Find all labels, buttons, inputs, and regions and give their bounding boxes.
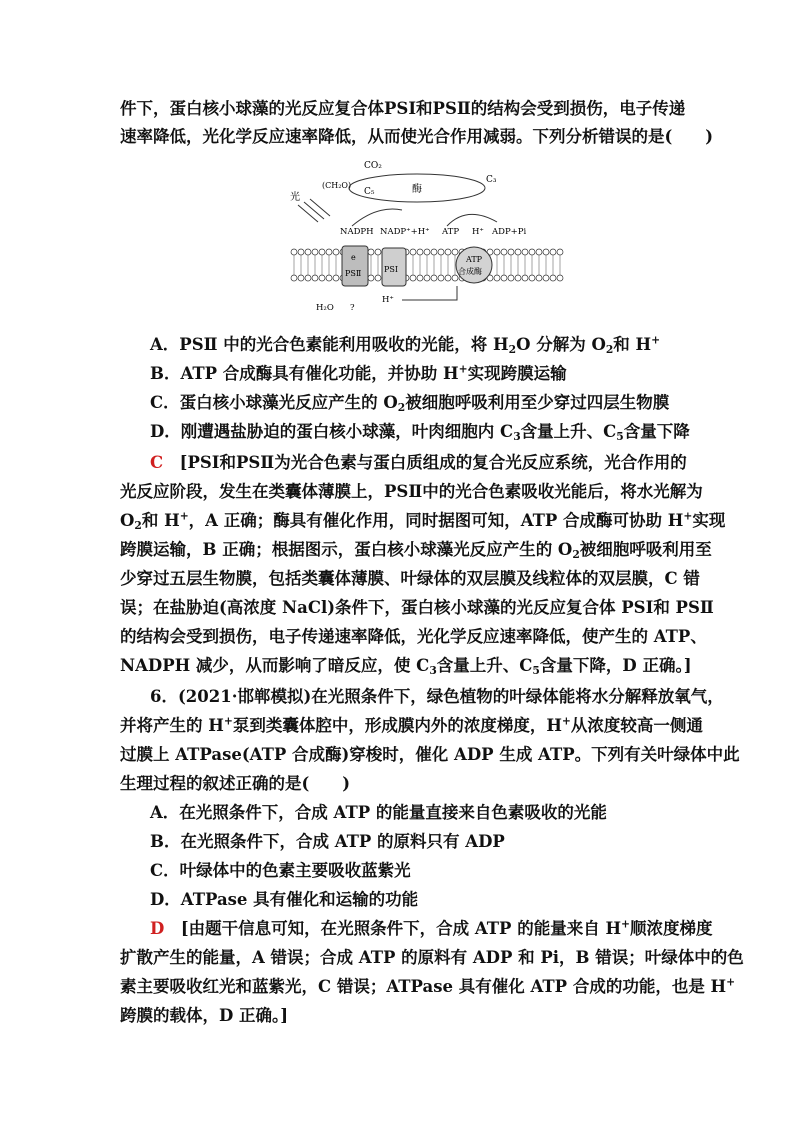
co2-label: CO₂ xyxy=(364,161,382,171)
lipid-head xyxy=(501,249,507,255)
q5-option-a-text-2: O 分解为 O xyxy=(516,335,606,354)
q5-option-c xyxy=(150,392,680,414)
electron-label: e xyxy=(351,253,356,262)
q5-explanation-line-6: 误；在盐胁迫(高浓度 NaCl)条件下，蛋白核小球藻的光反应复合体 PSⅠ和 PSⅡ xyxy=(120,598,714,617)
lipid-head xyxy=(305,249,311,255)
q6-stem-text: 从浓度较高一侧通 xyxy=(570,716,703,735)
q5-stem-line-1: 件下，蛋白核小球藻的光反应复合体PSⅠ和PSⅡ的结构会受到损伤，电子传递 xyxy=(120,99,686,118)
psii-complex xyxy=(342,246,368,286)
lipid-head xyxy=(326,249,332,255)
q5-explanation-text: 含量下降，D 正确。] xyxy=(539,656,692,675)
q6-explanation-line-2: 扩散产生的能量，A 错误；合成 ATP 的原料有 ADP 和 Pi，B 错误；叶绿体中的色 xyxy=(120,948,744,967)
q6-stem-text: 并将产生的 H xyxy=(120,716,224,735)
lipid-head xyxy=(305,275,311,281)
subscript: 3 xyxy=(429,664,437,678)
superscript: + xyxy=(651,333,661,347)
subscript: 3 xyxy=(513,430,521,444)
q6-explanation-line-3 xyxy=(120,975,736,998)
q5-option-b-text: B．ATP 合成酶具有催化功能，并协助 H xyxy=(150,364,459,383)
c3-label: C₃ xyxy=(486,175,497,185)
q6-explanation-text: 顺浓度梯度 xyxy=(630,919,713,938)
q5-explanation-line-2: 光反应阶段，发生在类囊体薄膜上，PSⅡ中的光合色素吸收光能后，将水光解为 xyxy=(120,482,703,501)
lipid-head xyxy=(298,275,304,281)
lipid-head xyxy=(529,249,535,255)
q5-explanation-line-8 xyxy=(120,655,692,678)
lipid-head xyxy=(536,275,542,281)
q6-stem-line-1: 6．(2021·邯郸模拟)在光照条件下，绿色植物的叶绿体能将水分解释放氧气， xyxy=(150,687,724,706)
superscript: + xyxy=(621,917,631,931)
lipid-head xyxy=(529,275,535,281)
q6-stem-line-2 xyxy=(120,714,703,737)
nadp-label: NADP⁺+H⁺ xyxy=(380,227,430,237)
q6-option-c: C．叶绿体中的色素主要吸收蓝紫光 xyxy=(150,861,411,880)
proton-path xyxy=(402,286,457,300)
lipid-head xyxy=(508,249,514,255)
lipid-head xyxy=(368,275,374,281)
subscript: 5 xyxy=(532,664,540,678)
lipid-head xyxy=(543,249,549,255)
lipid-head xyxy=(445,275,451,281)
lipid-head xyxy=(410,275,416,281)
lipid-head xyxy=(438,275,444,281)
lipid-head xyxy=(494,249,500,255)
lipid-head xyxy=(312,275,318,281)
q5-explanation-line-1 xyxy=(150,452,687,474)
superscript: + xyxy=(561,714,571,728)
q5-option-a-text: A．PSⅡ 中的光合色素能利用吸收的光能，将 H xyxy=(150,335,509,354)
q5-explanation-text: 被细胞呼吸利用至 xyxy=(579,540,712,559)
c5-label: C₅ xyxy=(364,187,375,197)
lipid-head xyxy=(375,275,381,281)
q5-option-a xyxy=(150,334,680,356)
lipid-head xyxy=(298,249,304,255)
superscript: + xyxy=(683,509,693,523)
q5-stem-line-2: 速率降低，光化学反应速率降低，从而使光合作用减弱。下列分析错误的是( ) xyxy=(120,127,714,146)
q6-option-a: A．在光照条件下，合成 ATP 的能量直接来自色素吸收的光能 xyxy=(150,803,607,822)
q5-explanation-text: 实现 xyxy=(692,511,726,530)
lipid-head xyxy=(522,275,528,281)
thylakoid-membrane xyxy=(291,249,563,281)
q5-option-b xyxy=(150,363,680,385)
lipid-head xyxy=(291,275,297,281)
q6-answer: D xyxy=(150,919,165,938)
light-label: 光 xyxy=(290,192,300,203)
lipid-head xyxy=(424,275,430,281)
lipid-head xyxy=(417,275,423,281)
q6-option-b: B．在光照条件下，合成 ATP 的原料只有 ADP xyxy=(150,832,505,851)
lipid-head xyxy=(333,275,339,281)
oxygen-symbol: O xyxy=(120,511,135,530)
subscript: 2 xyxy=(572,548,580,562)
q5-explanation-text: ，A 正确；酶具有催化作用，同时据图可知，ATP 合成酶可协助 H xyxy=(188,511,684,530)
q5-option-c-text-2: 被细胞呼吸利用至少穿过四层生物膜 xyxy=(405,393,670,412)
hplus-bottom-label: H⁺ xyxy=(382,295,394,305)
lipid-head xyxy=(501,275,507,281)
q5-explanation-text: NADPH 减少，从而影响了暗反应，使 C xyxy=(120,656,430,675)
photosynthesis-diagram xyxy=(282,150,572,325)
q5-option-d xyxy=(150,421,690,444)
lipid-head xyxy=(333,249,339,255)
ch2o-label: (CH₂O) xyxy=(322,181,352,190)
lipid-head xyxy=(557,249,563,255)
hplus-top-label: H⁺ xyxy=(472,227,484,237)
q5-explanation-line-7: 的结构会受到损伤，电子传递速率降低，光化学反应速率降低，使产生的 ATP、 xyxy=(120,627,707,646)
light-arrow-3 xyxy=(310,199,330,216)
lipid-head xyxy=(326,275,332,281)
nadph-arc xyxy=(352,209,402,226)
lipid-head xyxy=(438,249,444,255)
q5-explanation-text: 含量上升、C xyxy=(436,656,533,675)
lipid-head xyxy=(375,249,381,255)
nadph-label: NADPH xyxy=(340,227,374,237)
q6-explanation-text: [由题干信息可知，在光照条件下，合成 ATP 的能量来自 H xyxy=(180,919,622,938)
q6-stem-text: 泵到类囊体腔中，形成膜内外的浓度梯度，H xyxy=(232,716,562,735)
lipid-head xyxy=(522,249,528,255)
lipid-head xyxy=(319,275,325,281)
light-arrow-1 xyxy=(298,205,318,222)
atp-synthase-label-1: ATP xyxy=(466,255,483,264)
superscript: + xyxy=(179,509,189,523)
lipid-head xyxy=(431,249,437,255)
q6-option-d: D．ATPase 具有催化和运输的功能 xyxy=(150,890,419,909)
q5-explanation-line-5: 少穿过五层生物膜，包括类囊体薄膜、叶绿体的双层膜及线粒体的双层膜，C 错 xyxy=(120,569,700,588)
lipid-head xyxy=(417,249,423,255)
subscript: 2 xyxy=(397,401,406,415)
q5-answer: C xyxy=(150,453,164,472)
lipid-head xyxy=(445,249,451,255)
lipid-head xyxy=(452,249,458,255)
lipid-head xyxy=(319,249,325,255)
lipid-head xyxy=(494,275,500,281)
question-label: ? xyxy=(350,303,355,313)
superscript: + xyxy=(726,975,736,989)
atp-label: ATP xyxy=(442,227,460,237)
q5-option-c-text: C．蛋白核小球藻光反应产生的 O xyxy=(150,393,398,412)
lipid-head xyxy=(557,275,563,281)
lipid-head xyxy=(536,249,542,255)
lipid-head xyxy=(431,275,437,281)
q5-option-d-text-3: 含量下降 xyxy=(623,422,690,441)
superscript: + xyxy=(223,714,233,728)
light-arrow-2 xyxy=(304,202,324,219)
superscript: + xyxy=(458,362,468,376)
q6-stem-line-4: 生理过程的叙述正确的是( ) xyxy=(120,774,351,793)
q5-explanation-line-4 xyxy=(120,539,712,562)
q5-explanation-line-3 xyxy=(120,509,726,533)
lipid-head xyxy=(508,275,514,281)
q6-explanation-text: 素主要吸收红光和蓝紫光，C 错误；ATPase 具有催化 ATP 合成的功能，也是 H xyxy=(120,977,727,996)
h2o-label: H₂O xyxy=(316,303,334,313)
lipid-head xyxy=(312,249,318,255)
lipid-head xyxy=(515,275,521,281)
subscript: 2 xyxy=(605,343,614,357)
q6-explanation-line-1 xyxy=(150,917,713,940)
q5-option-d-text: D．刚遭遇盐胁迫的蛋白核小球藻，叶肉细胞内 C xyxy=(150,422,514,441)
q5-option-d-text-2: 含量上升、C xyxy=(520,422,617,441)
q5-explanation-text: 和 H xyxy=(141,511,180,530)
lipid-head xyxy=(543,275,549,281)
lipid-head xyxy=(410,249,416,255)
q5-explanation-text: 跨膜运输，B 正确；根据图示，蛋白核小球藻光反应产生的 O xyxy=(120,540,573,559)
psi-label: PSⅠ xyxy=(384,265,399,274)
lipid-head xyxy=(550,275,556,281)
q5-option-a-text-3: 和 H xyxy=(613,335,652,354)
lipid-head xyxy=(291,249,297,255)
lipid-head xyxy=(550,249,556,255)
subscript: 2 xyxy=(508,343,517,357)
lipid-head xyxy=(424,249,430,255)
atp-arc xyxy=(447,214,497,226)
q5-option-b-text-2: 实现跨膜运输 xyxy=(467,364,567,383)
lipid-head xyxy=(515,249,521,255)
adp-label: ADP+Pi xyxy=(492,227,527,237)
q5-explanation-text: [PSⅠ和PSⅡ为光合色素与蛋白质组成的复合光反应系统，光合作用的 xyxy=(179,453,687,472)
subscript: 2 xyxy=(134,519,142,533)
atp-synthase-label-2: 合成酶 xyxy=(458,267,482,276)
lipid-head xyxy=(368,249,374,255)
atp-synthase xyxy=(456,247,492,283)
q6-stem-line-3: 过膜上 ATPase(ATP 合成酶)穿梭时，催化 ADP 生成 ATP。下列有关叶绿体中此 xyxy=(120,745,740,764)
subscript: 5 xyxy=(616,430,624,444)
enzyme-label: 酶 xyxy=(412,184,422,195)
psii-label: PSⅡ xyxy=(345,269,362,278)
q6-explanation-line-4: 跨膜的载体，D 正确。] xyxy=(120,1006,289,1025)
